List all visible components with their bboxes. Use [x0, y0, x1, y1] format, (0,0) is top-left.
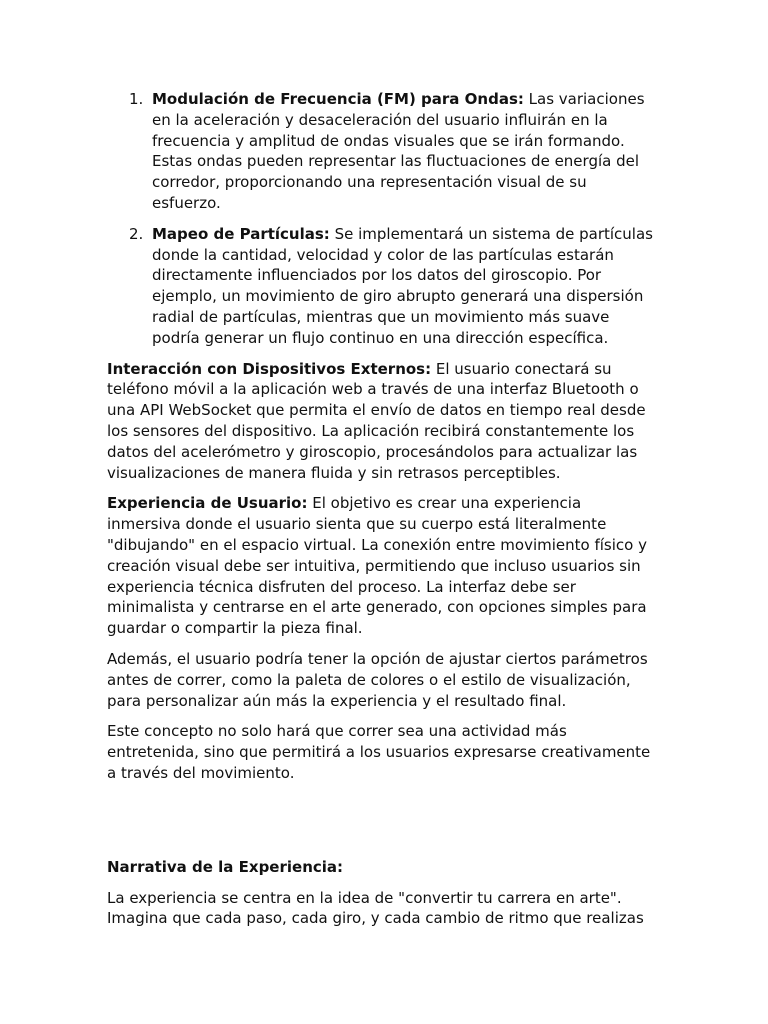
list-item-text: Las variaciones en la aceleración y desaceleración del usuario influirán en la frecuencia y amplitud de ondas visuales que se irán formando. Estas ondas pueden representar las fluctuaciones de energía del corredor, proporcionando una representación visual de su esfuerzo. [152, 90, 645, 212]
list-number: 2. [129, 224, 144, 243]
paragraph-concepto: Este concepto no solo hará que correr sea una actividad más entretenida, sino que permitirá a los usuarios expresarse creativamente a través del movimiento. [107, 722, 651, 782]
list-item-text: Se implementará un sistema de partículas donde la cantidad, velocidad y color de las partículas estarán directamente influenciados por los datos del giroscopio. Por ejemplo, un movimiento de giro abrupto generará una dispersión radial de partículas, mientras que un movimiento más suave podría generar un flujo continuo en una dirección específica. [152, 224, 653, 347]
list-number: 1. [129, 90, 144, 108]
paragraph-heading: Experiencia de Usuario: [107, 494, 308, 513]
document-page [107, 89, 659, 939]
list-item [107, 89, 659, 214]
paragraph-text: El objetivo es crear una experiencia inmersiva donde el usuario sienta que su cuerpo está literalmente "dibujando" en el espacio virtual. La conexión entre movimiento físico y creación visual debe ser intuitiva, permitiendo que incluso usuarios sin experiencia técnica disfruten del proceso. La interfaz debe ser minimalista y centrarse en el arte generado, con opciones simples para guardar o compartir la pieza final. [107, 494, 647, 638]
list-item-heading: Modulación de Frecuencia (FM) para Ondas: [152, 90, 524, 108]
list-item-heading: Mapeo de Partículas: [152, 224, 330, 243]
paragraph-narrativa: La experiencia se centra en la idea de "convertir tu carrera en arte". Imagina que cada paso, cada giro, y cada cambio de ritmo que realizas [107, 888, 644, 928]
paragraph-interaccion [107, 359, 659, 484]
paragraph-experiencia [107, 493, 659, 639]
section-heading [107, 857, 659, 878]
spacer [107, 794, 659, 857]
section-heading-text: Narrativa de la Experiencia: [107, 857, 344, 876]
paragraph-heading: Interacción con Dispositivos Externos: [107, 359, 432, 378]
paragraph-text: El usuario conectará su teléfono móvil a la aplicación web a través de una interfaz Bluetooth o una API WebSocket que permita el envío de datos en tiempo real desde los sensores del dispositivo. La aplicación recibirá constantemente los datos del acelerómetro y giroscopio, procesándolos para actualizar las visualizaciones de manera fluida y sin retrasos perceptibles. [107, 359, 646, 482]
list-item [107, 224, 659, 349]
paragraph-ademas: Además, el usuario podría tener la opción de ajustar ciertos parámetros antes de correr, como la paleta de colores o el estilo de visualización, para personalizar aún más la experiencia y el resultado final. [107, 649, 648, 710]
numbered-list [107, 89, 659, 349]
